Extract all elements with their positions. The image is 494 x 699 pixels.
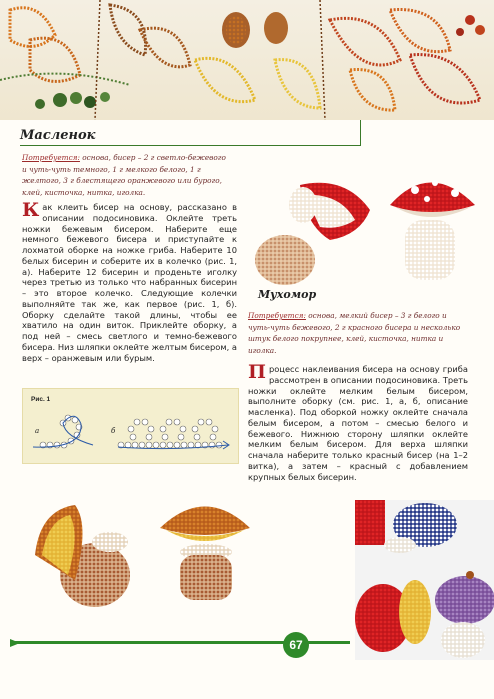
section-title-maslenok: Масленок [20,128,96,143]
figure-label: Рис. 1 [31,396,51,403]
page-number: 67 [283,632,309,658]
mushroom-photo-illustration [245,165,485,290]
figure-letter-b: б [111,427,116,435]
instructions-mukhomor [248,361,468,482]
decorative-leaf-banner [0,0,494,120]
footer-arrow-icon [0,636,494,650]
bead-diagram [23,389,238,463]
beaded-leaves-illustration [0,0,494,120]
needs-text-2: основа, мелкий бисер – 3 г белого и чуть-чуть бежевого, 2 г красного бисера и несколько штук белого покрупнее, клей, кисточка, нитка и иголка. [248,311,461,355]
instructions-body: ак клеить бисер на основу, рассказано в описании подосиновика. Оклейте треть ножки бежевым бисером. Наберите еще немного бежевого бисера и приступайте к лохматой оборке на ножке гриба. Наберите 10 белых бисерин и соберите их в колечко (рис. 1, а). Наберите 12 бисерин и проденьте иголку через третью из только что набранных бисерин – это второе колечко. Следующие колечки выполняйте так же, как первое (рис. 1, б). Оборку сделайте такой длины, чтобы ее хватило на один виток. Приклейте оборку, а под ней – смесь светлого и темно-бежевого бисера. Низ шляпки оклейте желтым бисером, а верх – оранжевым или бурым. [22,202,237,363]
materials-needed-mukhomor [248,310,463,356]
photo-mushrooms-top [245,165,485,290]
figure-letter-a: а [35,427,40,435]
materials-needed-maslenok [22,152,232,198]
header-rule [20,145,360,146]
needs-text: основа, бисер – 2 г светло-бежевого и чуть-чуть темного, 1 г мелкого белого, 1 г желтого, 3 г блестящего оранжевого или бурого, клей, кисточка, нитка, иголка. [22,153,226,197]
maslenok-photo-illustration [20,470,260,610]
needs-label: Потребуется: [22,153,80,162]
instructions-maslenok [22,199,237,363]
figure-1 [22,388,239,464]
instructions-body-2: роцесс наклеивания бисера на основу гриба рассмотрен в описании подосиновика. Треть ножки оклейте мелким белым бисером, выполните оборку (см. рис. 1, а, б, описание масленка). Под оборкой ножку оклейте сначала белым бисером, а потом – смесью белого и бежевого. Нижнюю сторону шляпки оклейте мелким белым бисером. Для верха шляпки сначала наберите только красный бисер (на 1–2 витка), а затем – красный с добавлением крупных белых бисерин. [248,364,468,482]
header-rule-vertical [360,120,361,146]
photo-mushrooms-bottom-left [20,470,260,610]
needs-label-2: Потребуется: [248,311,306,320]
drop-cap-2: П [248,361,266,383]
section-title-mukhomor: Мухомор [258,288,317,301]
drop-cap: К [22,199,40,221]
